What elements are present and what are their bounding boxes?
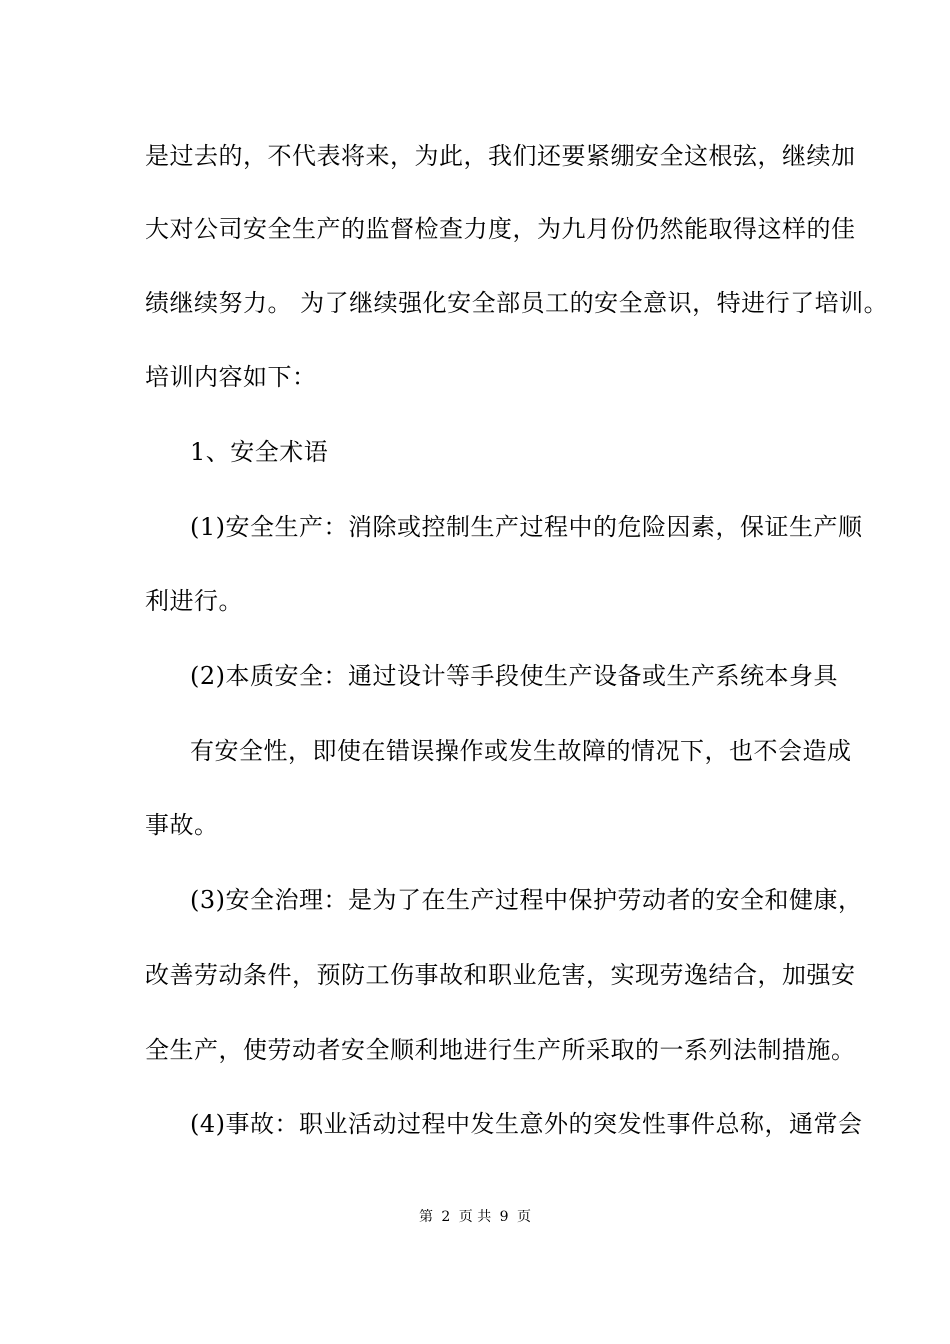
section-heading: 1、安全术语: [190, 438, 329, 466]
page-footer: [0, 1208, 950, 1226]
body-text-line: 有安全性，即使在错误操作或发生故障的情况下，也不会造成: [190, 737, 852, 765]
body-text-line: 改善劳动条件，预防工伤事故和职业危害，实现劳逸结合，加强安: [145, 961, 856, 989]
body-text-line: 事故。: [145, 811, 219, 839]
body-text-line: 是过去的，不代表将来，为此，我们还要紧绷安全这根弦，继续加: [145, 142, 856, 170]
footer-current-page: 2: [441, 1209, 451, 1225]
footer-prefix: 第: [418, 1209, 433, 1225]
body-text-line: 绩继续努力。 为了继续强化安全部员工的安全意识，特进行了培训。: [145, 289, 889, 317]
body-text-line: (1)安全生产：消除或控制生产过程中的危险因素，保证生产顺: [190, 513, 863, 541]
body-text-line: 大对公司安全生产的监督检查力度，为九月份仍然能取得这样的佳: [145, 215, 856, 243]
body-text-line: 培训内容如下：: [145, 363, 317, 391]
body-text-line: 全生产，使劳动者安全顺利地进行生产所采取的一系列法制措施。: [145, 1036, 856, 1064]
body-text-line: (3)安全治理：是为了在生产过程中保护劳动者的安全和健康，: [190, 886, 863, 914]
footer-suffix: 页: [517, 1209, 532, 1225]
footer-total-pages: 9: [499, 1209, 509, 1225]
body-text-line: (4)事故：职业活动过程中发生意外的突发性事件总称，通常会: [190, 1110, 863, 1138]
body-text-line: 利进行。: [145, 587, 243, 615]
body-text-line: (2)本质安全：通过设计等手段使生产设备或生产系统本身具: [190, 662, 838, 690]
footer-middle: 页 共: [458, 1209, 492, 1225]
